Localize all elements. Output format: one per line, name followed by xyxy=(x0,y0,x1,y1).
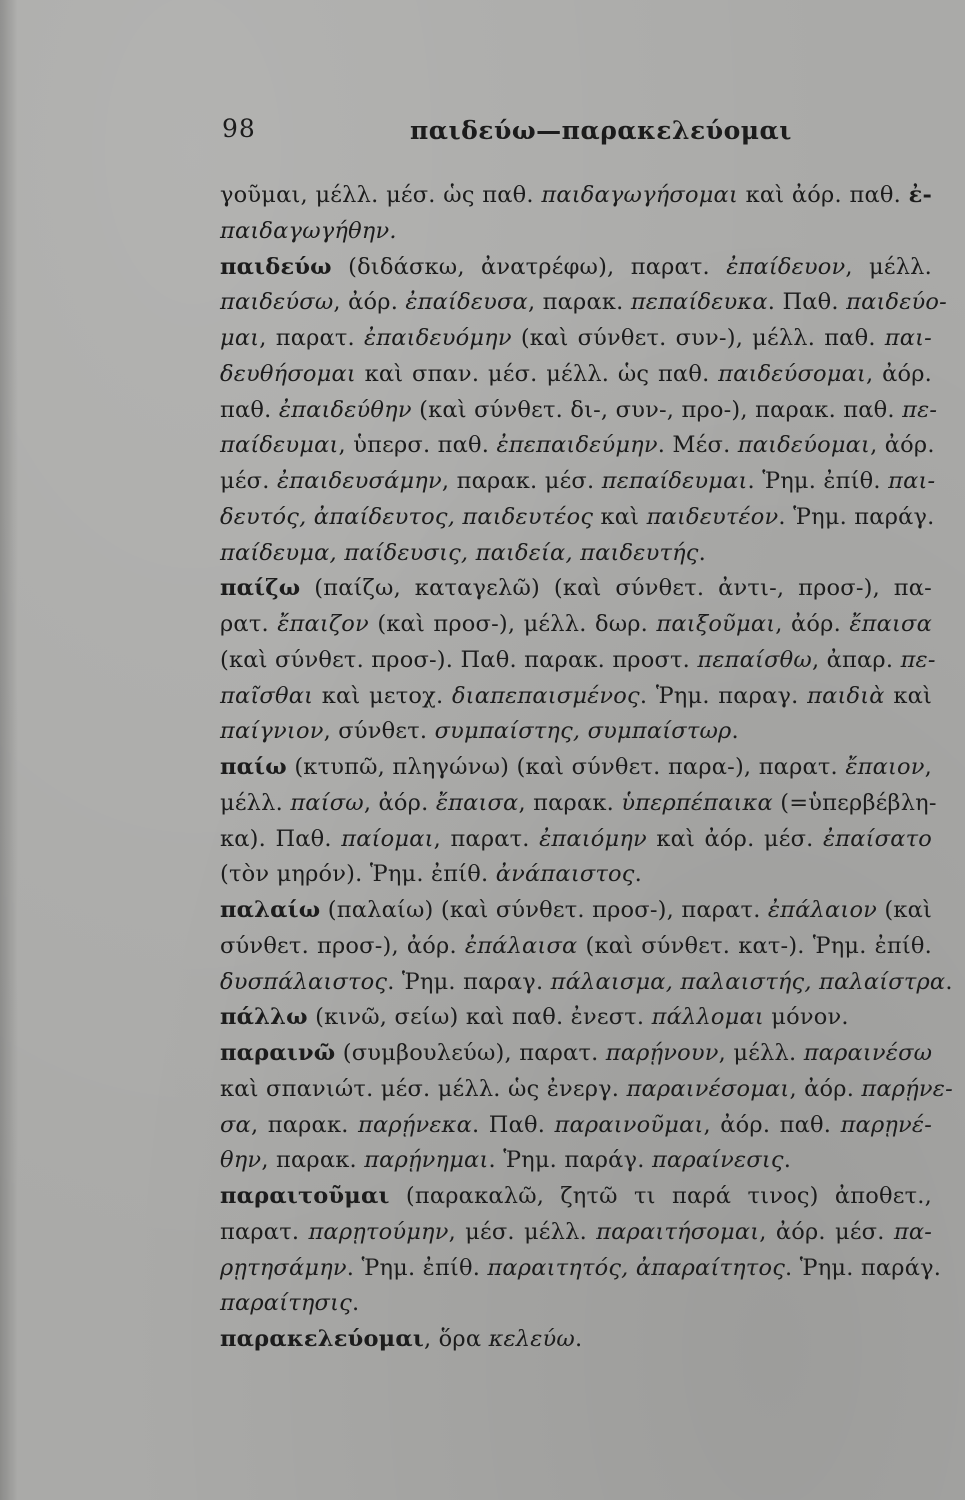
greek-form: δευτός, ἀπαίδευτος, παιδευτέος xyxy=(220,503,594,530)
headword: παραιτοῦμαι xyxy=(220,1183,390,1209)
text-run: , ἀόρ. μέσ. xyxy=(759,1218,894,1245)
greek-form: παρῄνεκα xyxy=(358,1111,472,1138)
text-run: καὶ xyxy=(593,503,647,530)
text-run: (κτυπῶ, πληγώνω) (καὶ σύνθετ. παρα-), παρατ. xyxy=(286,754,846,780)
text-run: . Μέσ. xyxy=(657,432,738,459)
greek-form: παιδαγωγήσομαι xyxy=(541,182,738,208)
text-run: (κινῶ, σείω) καὶ παθ. ἐνεστ. xyxy=(307,1004,652,1031)
greek-form: παιδεύσομαι xyxy=(718,360,867,387)
text-run: (τὸν μηρόν). Ῥημ. ἐπίθ. xyxy=(220,861,496,888)
greek-form: ἐπαίδευσα xyxy=(405,289,528,316)
text-run: (=ὑπερβέβλη- xyxy=(772,789,937,816)
text-run: . xyxy=(783,1147,792,1174)
text-line xyxy=(220,786,937,822)
text-run: (καὶ προσ-), μέλλ. δωρ. xyxy=(368,611,657,637)
text-line xyxy=(220,357,932,393)
text-run: , μέλλ. xyxy=(845,253,932,280)
greek-form: παιδεύομαι xyxy=(737,432,871,459)
text-line xyxy=(220,393,938,429)
headword: παραινῶ xyxy=(220,1040,336,1066)
text-run: (καὶ σύνθετ. δι-, συν-, προ-), παρακ. παθ. xyxy=(411,396,903,423)
greek-form: σα xyxy=(220,1111,251,1138)
text-line xyxy=(220,1108,932,1144)
greek-form: διαπεπαισμένος xyxy=(451,682,640,709)
headword: παίζω xyxy=(220,575,301,602)
greek-form: ὑπερπέπαικα xyxy=(621,789,773,816)
text-run: . xyxy=(574,1326,583,1352)
greek-form: θην xyxy=(220,1147,262,1174)
greek-form: ἔπαιον xyxy=(845,754,925,780)
greek-form: ἔπαισα xyxy=(849,611,932,637)
text-run: , παρατ. xyxy=(259,325,365,351)
text-line xyxy=(220,893,932,929)
text-run: , ἀόρ. xyxy=(333,289,406,316)
greek-form: ἀνάπαιστος xyxy=(495,861,635,888)
text-run: (παίζω, καταγελῶ) (καὶ σύνθετ. ἀντι-, προσ-), πα- xyxy=(300,575,932,602)
text-run: . xyxy=(634,861,642,888)
text-run: (καὶ σύνθετ. προσ-). Παθ. παρακ. προστ. xyxy=(220,646,698,673)
text-run: καὶ σπαν. μέσ. μέλλ. ὡς παθ. xyxy=(355,360,719,387)
greek-form: πεπαίδευμαι xyxy=(601,468,748,494)
greek-form: πεπαίσθω xyxy=(697,646,812,673)
text-run: , ἀόρ. xyxy=(870,432,935,459)
greek-form: ἐπαιδεύθην xyxy=(278,396,412,423)
text-run: . Ῥημ. παραγ. xyxy=(387,968,551,995)
greek-form: παῖσθαι xyxy=(220,682,314,709)
text-run: . Ῥημ. παράγ. xyxy=(778,503,935,530)
page-edge-shadow xyxy=(0,0,18,1500)
text-line xyxy=(220,1179,932,1215)
text-run: μόνον. xyxy=(763,1004,849,1031)
greek-form: παραίνεσις xyxy=(651,1147,784,1174)
text-line xyxy=(220,1143,932,1179)
greek-form: παρῄνε- xyxy=(861,1075,953,1102)
header-title: παιδεύω—παρακελεύομαι xyxy=(410,116,792,145)
text-run: . Ῥημ. παράγ. xyxy=(488,1147,652,1174)
text-run: (παρακαλῶ, ζητῶ τι παρά τινος) ἀποθετ., xyxy=(389,1183,932,1209)
greek-form: ἐπεπαιδεύμην xyxy=(496,432,658,459)
text-line xyxy=(220,321,932,357)
text-run: , ὅρα xyxy=(423,1326,489,1352)
text-run: , ὑπερσ. παθ. xyxy=(338,432,497,459)
text-run: , ἀόρ. xyxy=(866,360,933,387)
text-run: (παλαίω) (καὶ σύνθετ. προσ-), παρατ. xyxy=(320,897,768,923)
text-run: κα). Παθ. xyxy=(220,825,342,852)
greek-form: παραιτήσομαι xyxy=(596,1218,760,1245)
greek-form: πεπαίδευκα xyxy=(630,289,768,316)
greek-form: πάλλομαι xyxy=(651,1004,764,1031)
text-run: . Ῥημ. ἐπίθ. xyxy=(747,468,889,494)
greek-form: παρῃτούμην xyxy=(308,1218,449,1245)
headword: παλαίω xyxy=(220,897,321,923)
greek-form: παιδεύο- xyxy=(846,289,947,316)
text-run: , σύνθετ. xyxy=(323,718,435,745)
greek-form: πε- xyxy=(902,396,938,423)
text-run: , ἀπαρ. xyxy=(811,646,901,673)
greek-form: ἐπάλαιον xyxy=(767,897,878,923)
headword: παρακελεύομαι xyxy=(220,1326,424,1352)
greek-form: πε- xyxy=(900,646,936,673)
greek-form: παίδευμα, παίδευσις, παιδεία, παιδευτής xyxy=(220,539,699,566)
greek-form: ἔπαισα xyxy=(435,789,519,816)
text-line xyxy=(220,679,932,715)
text-run: μέλλ. xyxy=(220,789,291,816)
text-line xyxy=(220,1036,932,1072)
greek-form: δυσπάλαιστος xyxy=(220,968,388,995)
text-run: . xyxy=(698,539,706,566)
dictionary-text xyxy=(220,178,953,1358)
text-line xyxy=(220,1072,953,1108)
greek-form: κελεύω xyxy=(488,1326,575,1352)
text-run: . Παθ. xyxy=(767,289,847,316)
text-run: καὶ ἀόρ. μέσ. xyxy=(646,825,823,852)
greek-form: δευθήσομαι xyxy=(220,360,356,387)
text-line xyxy=(220,571,932,607)
headword: πάλλω xyxy=(220,1004,308,1031)
text-run: γοῦμαι, μέλλ. μέσ. ὡς παθ. xyxy=(220,182,542,208)
text-run: καὶ σπανιώτ. μέσ. μέλλ. ὡς ἐνεργ. xyxy=(220,1075,627,1102)
greek-form: παίγνιον xyxy=(220,718,324,745)
text-line xyxy=(220,214,932,250)
text-line xyxy=(220,1286,932,1322)
greek-form: παίσω xyxy=(290,789,364,816)
greek-form: παραινέσω xyxy=(803,1040,933,1066)
headword: παίω xyxy=(220,754,287,780)
headword: παιδεύω xyxy=(220,253,332,280)
text-run: , παρακ. μέσ. xyxy=(441,468,602,494)
text-run: , μέλλ. xyxy=(718,1040,804,1066)
text-line xyxy=(220,250,932,286)
text-line xyxy=(220,822,932,858)
text-run: καὶ μετοχ. xyxy=(313,682,452,709)
text-line xyxy=(220,464,936,500)
text-run: ρατ. xyxy=(220,611,278,637)
text-line xyxy=(220,643,936,679)
greek-form: παρῃνέ- xyxy=(840,1111,933,1138)
text-run: . xyxy=(731,718,739,745)
greek-form: μαι xyxy=(220,325,260,351)
text-run: (καὶ xyxy=(877,897,933,923)
greek-form: ἔπαιζον xyxy=(277,611,369,637)
greek-form: παρῄνουν xyxy=(605,1040,719,1066)
running-head xyxy=(222,114,922,148)
text-run: καὶ xyxy=(884,682,933,709)
text-run: . xyxy=(351,1290,360,1317)
text-line xyxy=(220,607,932,643)
text-run: παθ. xyxy=(220,396,279,423)
text-run: . Παθ. xyxy=(472,1111,555,1138)
text-line xyxy=(220,536,932,572)
text-run: . Ῥημ. παράγ. xyxy=(785,1254,942,1281)
text-run: . Ῥημ. ἐπίθ. xyxy=(346,1254,488,1281)
greek-form: παιδεύσω xyxy=(220,289,334,316)
text-run: (διδάσκω, ἀνατρέφω), παρατ. xyxy=(331,253,727,280)
text-run: , παρακ. xyxy=(261,1147,365,1174)
text-line xyxy=(220,1251,942,1287)
page-number: 98 xyxy=(222,114,256,143)
greek-form: ἐπαιδευόμην xyxy=(364,325,512,351)
text-line xyxy=(220,500,935,536)
text-line xyxy=(220,750,932,786)
text-run: . xyxy=(945,968,953,995)
text-run: παρατ. xyxy=(220,1218,309,1245)
greek-form: παραινέσομαι xyxy=(626,1075,790,1102)
greek-form: παι- xyxy=(888,468,936,494)
greek-form: παίομαι xyxy=(341,825,434,852)
text-run: , ἀόρ. xyxy=(363,789,436,816)
text-run: , ἀόρ. παθ. xyxy=(703,1111,841,1138)
text-run: , xyxy=(924,754,932,780)
greek-form: παραιτητός, ἀπαραίτητος xyxy=(487,1254,786,1281)
greek-form: ἐπαίδευον xyxy=(726,253,846,280)
text-line xyxy=(220,1215,932,1251)
text-line xyxy=(220,1000,932,1036)
text-line xyxy=(220,1322,932,1358)
text-run: (καὶ σύνθετ. κατ-). Ῥημ. ἐπίθ. xyxy=(577,932,933,959)
greek-form: παραινοῦμαι xyxy=(554,1111,704,1138)
text-line xyxy=(220,714,932,750)
greek-form: συμπαίστης, συμπαίστωρ xyxy=(434,718,732,745)
text-run: , παρακ. xyxy=(518,789,622,816)
greek-form: παιδιὰ xyxy=(807,682,885,709)
text-run: , μέσ. μέλλ. xyxy=(448,1218,597,1245)
text-run: , ἀόρ. xyxy=(775,611,850,637)
greek-form: παραίτησις xyxy=(220,1290,352,1317)
text-run: , παρατ. xyxy=(433,825,540,852)
greek-form: πα- xyxy=(893,1218,933,1245)
greek-form: παίδευμαι xyxy=(220,432,339,459)
greek-form: πάλαισμα, παλαιστής, παλαίστρα xyxy=(550,968,946,995)
text-run: . Ῥημ. παραγ. xyxy=(639,682,808,709)
text-line xyxy=(220,857,932,893)
greek-form: ρῃτησάμην xyxy=(220,1254,347,1281)
text-line xyxy=(220,428,935,464)
greek-form: ἐπαιόμην xyxy=(539,825,647,852)
greek-form: παιδευτέον xyxy=(646,503,779,530)
text-run: , ἀόρ. xyxy=(789,1075,862,1102)
text-run: (καὶ σύνθετ. συν-), μέλλ. παθ. xyxy=(511,325,885,351)
text-run: ἐ- xyxy=(908,182,932,208)
greek-form: παιξοῦμαι xyxy=(656,611,776,637)
greek-form: ἐπαιδευσάμην xyxy=(276,468,442,494)
text-line xyxy=(220,929,932,965)
greek-form: ἐπαίσατο xyxy=(822,825,932,852)
text-run: (συμβουλεύω), παρατ. xyxy=(335,1040,606,1066)
greek-form: παι- xyxy=(884,325,932,351)
greek-form: ἐπάλαισα xyxy=(464,932,578,959)
text-line xyxy=(220,178,932,214)
text-run: μέσ. xyxy=(220,468,277,494)
text-run: σύνθετ. προσ-), ἀόρ. xyxy=(220,932,465,959)
text-line xyxy=(220,965,953,1001)
text-run: , παρακ. xyxy=(250,1111,358,1138)
greek-form: παρῄνημαι xyxy=(364,1147,489,1174)
text-run: καὶ ἀόρ. παθ. xyxy=(737,182,909,208)
greek-form: παιδαγωγήθην. xyxy=(220,217,397,244)
text-line xyxy=(220,285,947,321)
text-run: , παρακ. xyxy=(527,289,631,316)
